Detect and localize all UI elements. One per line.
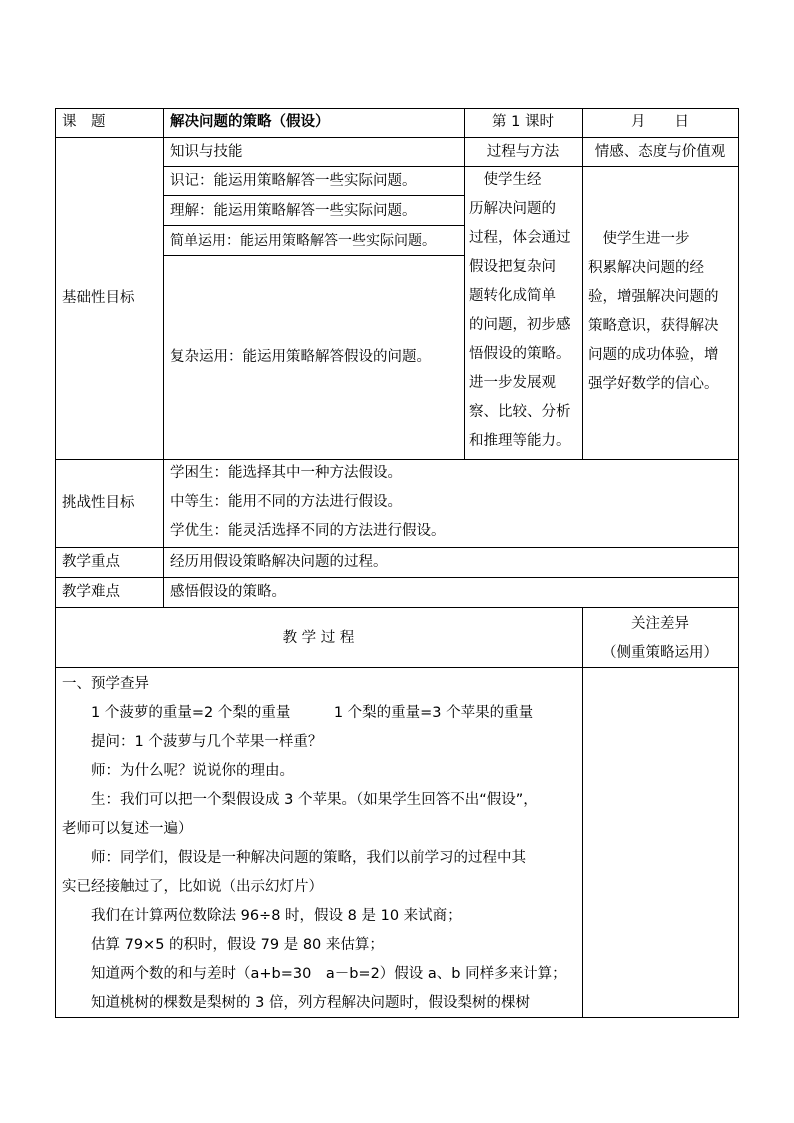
row-divider: [55, 607, 739, 608]
table-border-left: [55, 108, 56, 1018]
row-divider: [55, 667, 739, 668]
emotion-header: 情感、态度与价值观: [594, 144, 726, 160]
process-body-line: 我们在计算两位数除法 96÷8 时，假设 8 是 10 来试商；: [62, 908, 462, 924]
knowledge-item-understand: 理解：能运用策略解答一些实际问题。: [170, 203, 417, 219]
side-column-subtitle: （侧重策略运用）: [602, 645, 718, 661]
section-heading: 一、预学查异: [62, 676, 149, 692]
process-header: 过程与方法: [486, 144, 560, 160]
process-line: 过程，体会通过: [469, 230, 571, 246]
emotion-line: 强学好数学的信心。: [588, 376, 719, 392]
process-body-line: 估算 79×5 的积时，假设 79 是 80 来估算；: [62, 937, 384, 953]
difficulty-text: 感悟假设的策略。: [170, 584, 286, 600]
process-body-line: 提问：1 个菠萝与几个苹果一样重？: [62, 734, 323, 750]
knowledge-item-recall: 识记：能运用策略解答一些实际问题。: [170, 173, 417, 189]
knowledge-item-simple-apply: 简单运用：能运用策略解答一些实际问题。: [170, 233, 436, 249]
process-line: 假设把复杂问: [469, 259, 556, 275]
process-body-line: 知道桃树的棵数是梨树的 3 倍，列方程解决问题时，假设梨树的棵树: [62, 995, 530, 1011]
challenge-item-struggling: 学困生：能选择其中一种方法假设。: [170, 465, 402, 481]
date-cell: 月 日: [631, 114, 689, 130]
process-body-line: 师：为什么呢？说说你的理由。: [62, 763, 294, 779]
process-body-line: 知道两个数的和与差时（a+b=30 a－b=2）假设 a、b 同样多来计算；: [62, 966, 567, 982]
row-divider: [55, 547, 739, 548]
process-line: 使学生经: [469, 172, 542, 188]
challenge-item-advanced: 学优生：能灵活选择不同的方法进行假设。: [170, 523, 446, 539]
emotion-line: 策略意识，获得解决: [588, 318, 719, 334]
emotion-line: 积累解决问题的经: [588, 260, 704, 276]
row-divider: [55, 459, 739, 460]
process-body-line: 实已经接触过了，比如说（出示幻灯片）: [62, 879, 323, 895]
row-divider: [55, 137, 739, 138]
process-title: 教 学 过 程: [282, 630, 355, 646]
table-border-bottom: [55, 1017, 739, 1018]
knowledge-header: 知识与技能: [170, 144, 243, 160]
process-body-line: 1 个菠萝的重量=2 个梨的重量 1 个梨的重量=3 个苹果的重量: [62, 705, 534, 721]
knowledge-item-complex-apply: 复杂运用：能运用策略解答假设的问题。: [170, 349, 431, 365]
emotion-line: 使学生进一步: [588, 231, 690, 247]
process-line: 悟假设的策略。: [469, 346, 571, 362]
row-divider: [55, 577, 739, 578]
table-border-right: [738, 108, 739, 1018]
process-line: 察、比较、分析: [469, 404, 571, 420]
lesson-title: 解决问题的策略（假设）: [170, 114, 330, 130]
knowledge-divider: [163, 255, 464, 256]
process-line: 进一步发展观: [469, 375, 556, 391]
knowledge-divider: [163, 225, 464, 226]
label-column-divider: [163, 108, 164, 607]
process-line: 题转化成简单: [469, 288, 556, 304]
process-line: 的问题，初步感: [469, 317, 571, 333]
subrow-divider: [163, 166, 739, 167]
difficulty-label: 教学难点: [62, 584, 120, 600]
process-body-line: 师：同学们，假设是一种解决问题的策略，我们以前学习的过程中其: [62, 850, 526, 866]
side-column-title: 关注差异: [631, 616, 689, 632]
emotion-line: 验，增强解决问题的: [588, 289, 719, 305]
process-body-line: 老师可以复述一遍）: [62, 821, 193, 837]
emotion-line: 问题的成功体验，增: [588, 347, 719, 363]
basic-goal-label: 基础性目标: [62, 290, 135, 306]
table-border-top: [55, 108, 739, 109]
period-cell: 第 1 课时: [492, 114, 554, 130]
challenge-item-average: 中等生：能用不同的方法进行假设。: [170, 494, 402, 510]
knowledge-divider: [163, 195, 464, 196]
process-line: 和推理等能力。: [469, 433, 571, 449]
key-point-text: 经历用假设策略解决问题的过程。: [170, 554, 388, 570]
challenge-goal-label: 挑战性目标: [62, 495, 135, 511]
process-line: 历解决问题的: [469, 201, 556, 217]
process-body-line: 生：我们可以把一个梨假设成 3 个苹果。（如果学生回答不出“假设”，: [62, 792, 538, 808]
lesson-label: 课 题: [62, 114, 106, 130]
side-column-divider: [582, 607, 583, 1018]
key-point-label: 教学重点: [62, 554, 120, 570]
